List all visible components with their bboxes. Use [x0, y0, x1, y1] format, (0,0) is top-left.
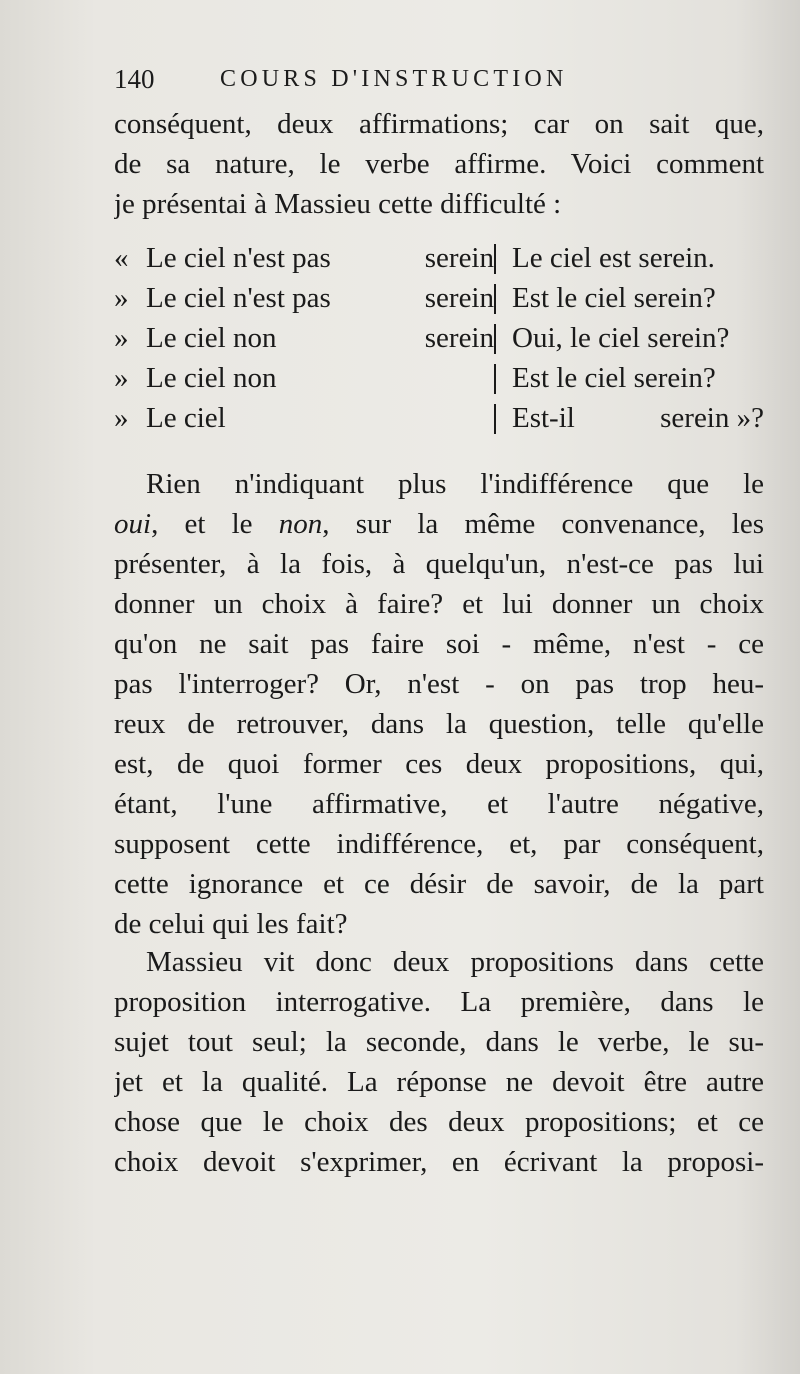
column-divider	[494, 364, 496, 394]
table-row	[114, 278, 764, 318]
left-cell-text: Le ciel non	[146, 362, 277, 394]
column-divider	[494, 324, 496, 354]
text-line: conséquent, deux affirmations; car on sait que,	[114, 108, 764, 140]
italic-word: oui	[114, 508, 152, 540]
column-divider	[494, 404, 496, 434]
right-cell-text: Oui, le ciel serein?	[512, 322, 730, 354]
text-line: Rien n'indiquant plus l'indifférence que le	[146, 468, 764, 500]
text-line	[114, 504, 764, 544]
text-line: étant, l'une affirmative, et l'autre négative,	[114, 788, 764, 820]
left-cell-text: Le ciel n'est pas	[146, 282, 331, 314]
text-line: supposent cette indifférence, et, par conséquent,	[114, 828, 764, 860]
table-row	[114, 238, 764, 278]
italic-word: non	[278, 508, 323, 540]
left-cell-word: serein	[424, 322, 494, 354]
table-row	[114, 358, 764, 398]
table-row	[114, 398, 764, 438]
right-cell-text: Est-il	[512, 402, 575, 434]
right-cell-text: Est le ciel serein?	[512, 362, 716, 394]
text-line: choix devoit s'exprimer, en écrivant la proposi-	[114, 1146, 764, 1178]
left-cell-text: Le ciel	[146, 402, 226, 434]
example-table	[114, 238, 764, 438]
left-cell-word: serein	[424, 242, 494, 274]
running-head: COURS D'INSTRUCTION	[220, 66, 568, 92]
page-header	[114, 62, 754, 96]
quote-mark: »	[114, 362, 129, 394]
right-cell-word: serein »?	[660, 402, 764, 434]
text-line: de celui qui les fait?	[114, 908, 348, 940]
quote-mark: »	[114, 322, 129, 354]
right-cell-text: Le ciel est serein.	[512, 242, 715, 274]
text-line: proposition interrogative. La première, dans le	[114, 986, 764, 1018]
text-line: cette ignorance et ce désir de savoir, de la part	[114, 868, 764, 900]
text-line: chose que le choix des deux propositions; et ce	[114, 1106, 764, 1138]
text-line: reux de retrouver, dans la question, telle qu'elle	[114, 708, 764, 740]
left-cell-word: serein	[424, 282, 494, 314]
text-line: je présentai à Massieu cette difficulté :	[114, 188, 562, 220]
column-divider	[494, 284, 496, 314]
text-line: Massieu vit donc deux propositions dans cette	[146, 946, 764, 978]
column-divider	[494, 244, 496, 274]
text-fragment: , et le	[151, 508, 279, 540]
text-fragment: , sur la même convenance, les	[322, 508, 764, 540]
text-line: pas l'interroger? Or, n'est - on pas trop heu-	[114, 668, 764, 700]
text-line: jet et la qualité. La réponse ne devoit être autre	[114, 1066, 764, 1098]
right-cell-text: Est le ciel serein?	[512, 282, 716, 314]
text-line: donner un choix à faire? et lui donner un choix	[114, 588, 764, 620]
quote-mark: »	[114, 402, 129, 434]
text-line: de sa nature, le verbe affirme. Voici comment	[114, 148, 764, 180]
text-line: qu'on ne sait pas faire soi - même, n'est - ce	[114, 628, 764, 660]
text-line: est, de quoi former ces deux propositions, qui,	[114, 748, 764, 780]
text-line: sujet tout seul; la seconde, dans le verbe, le su-	[114, 1026, 764, 1058]
paragraph-massieu	[114, 942, 764, 1182]
text-line: présenter, à la fois, à quelqu'un, n'est-ce pas lui	[114, 548, 764, 580]
quote-mark: «	[114, 242, 129, 274]
table-row	[114, 318, 764, 358]
quote-mark: »	[114, 282, 129, 314]
left-cell-text: Le ciel non	[146, 322, 277, 354]
left-cell-text: Le ciel n'est pas	[146, 242, 331, 274]
paragraph-indifference	[114, 464, 764, 944]
paragraph-intro	[114, 104, 764, 224]
page-number: 140	[114, 64, 155, 94]
